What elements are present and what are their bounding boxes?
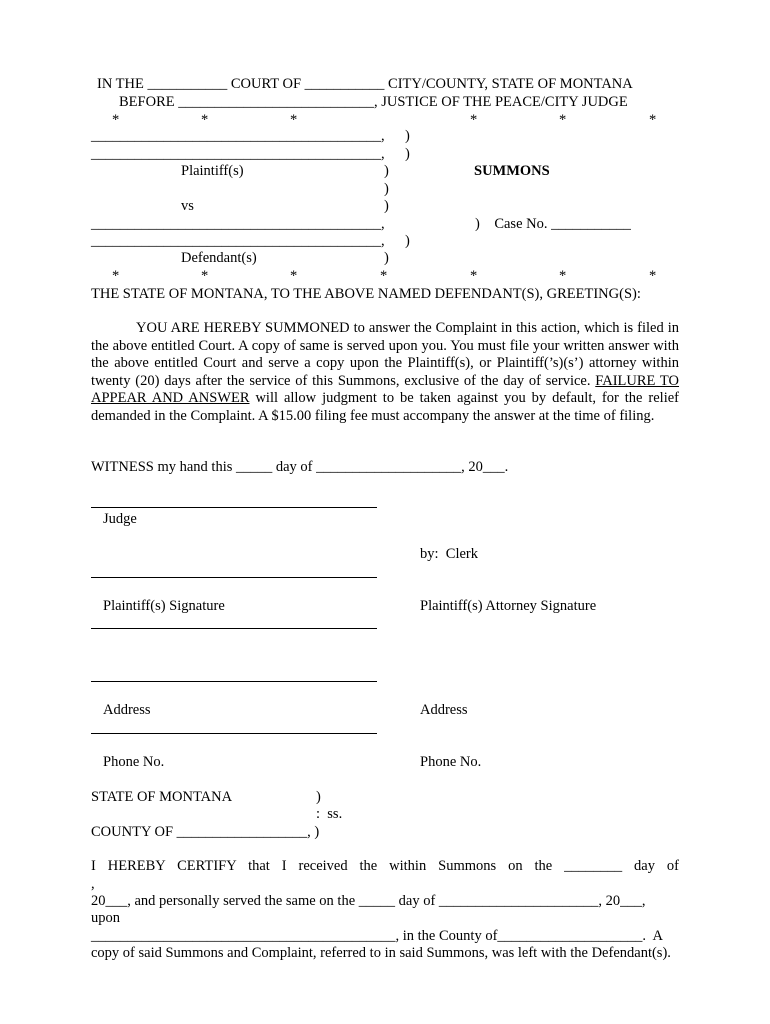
signature-line xyxy=(91,628,377,629)
address-line xyxy=(91,733,377,734)
failure-warning: FAILURE TO APPEAR AND ANSWER xyxy=(91,372,680,406)
venue-paren: ) xyxy=(316,789,321,805)
venue-county: COUNTY OF __________________, ) xyxy=(91,824,320,840)
defendant-name-line: ________________________________________, xyxy=(91,216,385,232)
greeting: THE STATE OF MONTANA, TO THE ABOVE NAMED DEFENDANT(S), GREETING(S): xyxy=(91,286,641,302)
attorney-signature-label: Plaintiff(s) Attorney Signature xyxy=(420,598,597,614)
venue-state: STATE OF MONTANA xyxy=(91,789,233,805)
summons-body xyxy=(91,320,679,425)
defendant-name-line: ________________________________________, xyxy=(91,233,385,249)
judge-label: Judge xyxy=(103,511,137,527)
caption-paren: ) xyxy=(384,163,389,179)
plaintiff-name-line: ________________________________________, xyxy=(91,146,385,162)
separator-star: * xyxy=(559,268,567,284)
caption-paren: ) xyxy=(384,250,389,266)
plaintiff-name-line: ________________________________________, xyxy=(91,128,385,144)
caption-paren: ) xyxy=(405,233,410,249)
certify-line1: I HEREBY CERTIFY that I received the within Summons on the ________ day of xyxy=(91,858,679,874)
venue-ss: : ss. xyxy=(316,806,343,822)
plaintiff-label: Plaintiff(s) xyxy=(181,163,244,179)
address-label-left: Address xyxy=(103,702,151,718)
certify-comma: , xyxy=(91,876,95,892)
caption-paren: ) xyxy=(405,146,410,162)
certify-line3: __________________________________________, in the County of____________________. A xyxy=(91,928,663,944)
court-header-line2: BEFORE ___________________________, JUSTICE OF THE PEACE/CITY JUDGE xyxy=(119,94,628,110)
plaintiff-signature-label: Plaintiff(s) Signature xyxy=(103,598,225,614)
separator-star: * xyxy=(112,112,120,128)
separator-star: * xyxy=(470,268,478,284)
separator-star: * xyxy=(112,268,120,284)
separator-star: * xyxy=(290,268,298,284)
separator-star: * xyxy=(201,268,209,284)
court-header-line1: IN THE ___________ COURT OF ___________ CITY/COUNTY, STATE OF MONTANA xyxy=(97,76,633,92)
address-line xyxy=(91,681,377,682)
certify-line2: 20___, and personally served the same on the _____ day of ______________________, 20___, xyxy=(91,893,646,909)
certify-line4: copy of said Summons and Complaint, referred to in said Summons, was left with the Defendant(s). xyxy=(91,945,671,961)
body-text: will allow judgment to be taken against you by default, for the relief demanded in the Complaint. A $15.00 filing fee must accompany the answer at the time of filing. xyxy=(91,390,679,424)
caption-paren: ) xyxy=(384,181,389,197)
phone-label-right: Phone No. xyxy=(420,754,482,770)
address-label-right: Address xyxy=(420,702,468,718)
vs-label: vs xyxy=(181,198,194,214)
phone-label-left: Phone No. xyxy=(103,754,165,770)
separator-star: * xyxy=(649,112,657,128)
judge-signature-line xyxy=(91,507,377,508)
separator-star: * xyxy=(559,112,567,128)
separator-star: * xyxy=(470,112,478,128)
separator-star: * xyxy=(201,112,209,128)
body-text: YOU ARE HEREBY SUMMONED to answer the Complaint in this action, which is filed in the above entitled Court. A copy of same is served upon you. You must file your written answer with the above entitled Court and serve a copy upon the Plaintiff(s), or Plaintiff(’s)(s’) attorney within twenty (20) days after the service of this Summons, exclusive of the day of service. xyxy=(91,320,679,389)
separator-star: * xyxy=(290,112,298,128)
certify-upon: upon xyxy=(91,910,120,926)
separator-star: * xyxy=(380,268,388,284)
caption-paren: ) xyxy=(384,198,389,214)
case-number: ) Case No. ___________ xyxy=(475,216,631,232)
caption-paren: ) xyxy=(405,128,410,144)
witness-line: WITNESS my hand this _____ day of ____________________, 20___. xyxy=(91,459,509,475)
summons-title: SUMMONS xyxy=(474,163,550,179)
signature-line xyxy=(91,577,377,578)
clerk-label: by: Clerk xyxy=(420,546,478,562)
defendant-label: Defendant(s) xyxy=(181,250,257,266)
separator-star: * xyxy=(649,268,657,284)
